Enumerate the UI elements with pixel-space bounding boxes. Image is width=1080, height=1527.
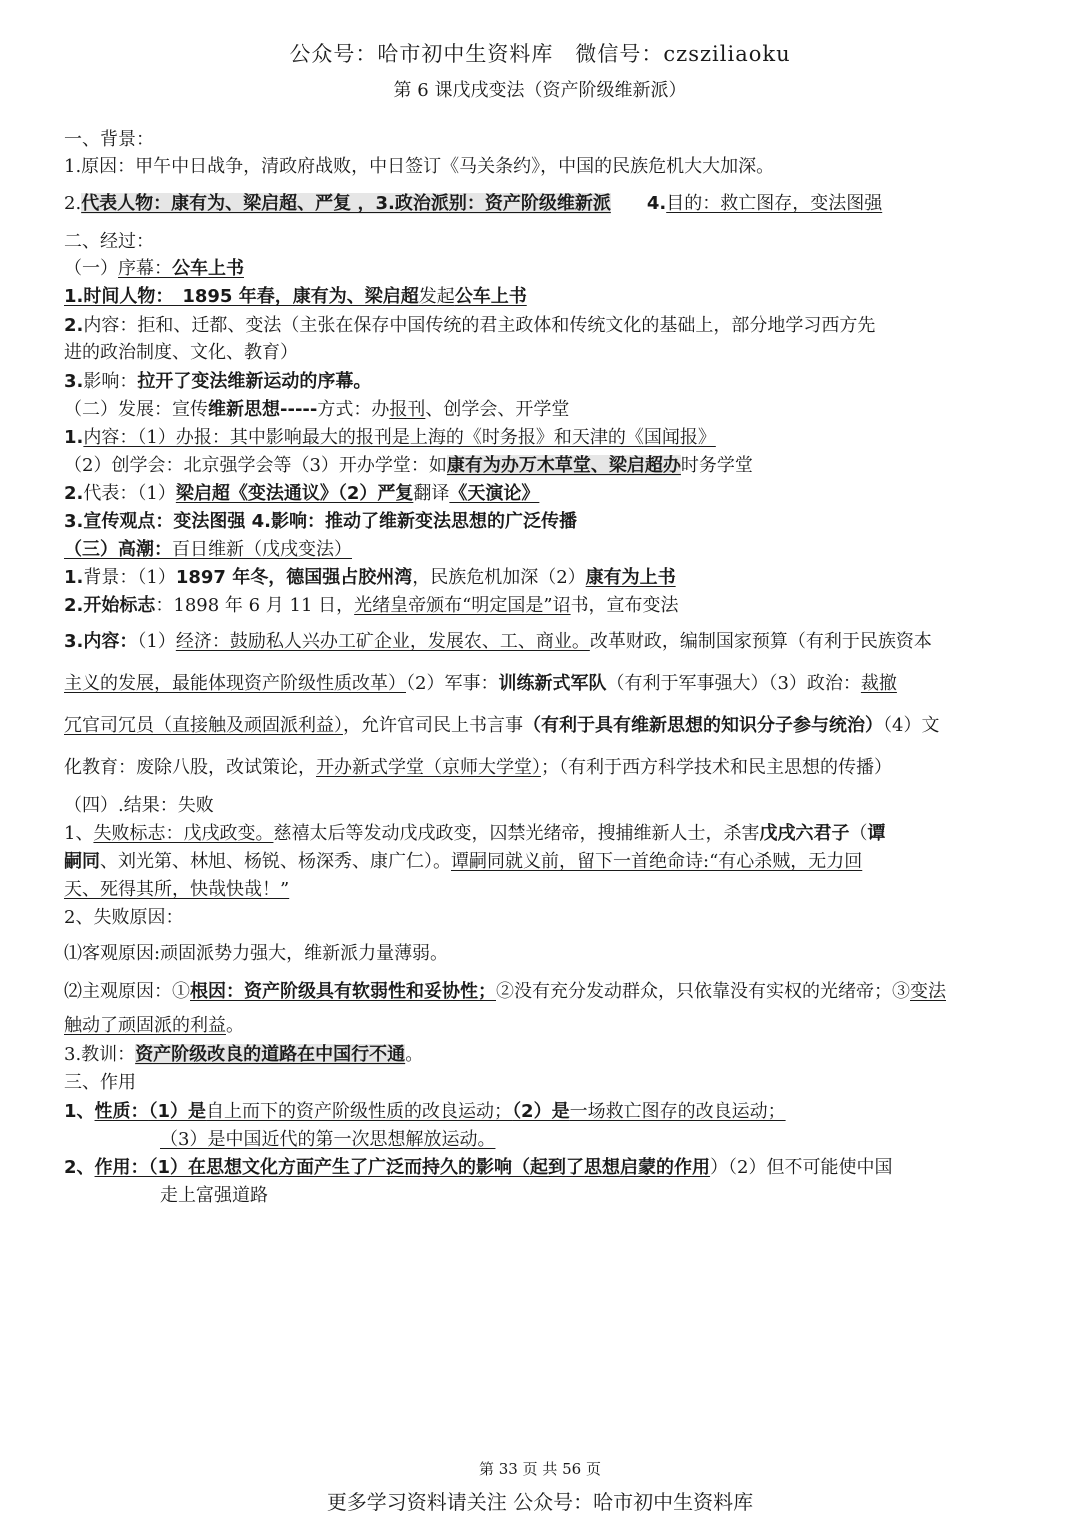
text-segment: 根因：资产阶级具有软弱性和妥协性； (190, 981, 496, 1002)
text-line (64, 426, 1024, 450)
text-segment: 1、 (64, 823, 94, 844)
text-segment: 发起 (418, 286, 455, 307)
text-segment: 3. (64, 371, 84, 392)
text-line (64, 1014, 1024, 1038)
text-line (64, 794, 1024, 818)
text-segment: 背景：（1） (83, 567, 176, 588)
text-segment: 4. (646, 193, 667, 214)
text-segment: 天、死得其所，快哉快哉！” (64, 879, 290, 900)
lesson-title: 第 6 课戊戌变法（资产阶级维新派） (393, 80, 687, 101)
text-segment: 书，宣布变法 (570, 595, 679, 616)
text-segment: 自上而下的资产阶级性质的改良运动； (206, 1101, 513, 1122)
text-segment: 梁启超《变法通议》（2）严复 (175, 483, 414, 504)
text-segment: （三）高潮： (64, 539, 172, 560)
text-segment: （2）军事： (406, 673, 499, 694)
text-segment: （有利于具有维新思想的知识分子参与统治） (523, 715, 883, 736)
text-segment: 维新思想----- (208, 399, 318, 420)
text-segment: 《天演论》 (449, 483, 540, 504)
text-segment: 经济：鼓励私人兴办工矿企业，发展农、工、商业。 (175, 631, 590, 652)
text-segment: ，民族危机加深（2） (412, 567, 586, 588)
text-segment: 二、经过： (64, 231, 154, 252)
text-segment: 。 (226, 1015, 244, 1036)
text-segment: 2. (64, 315, 84, 336)
text-segment: （1）是 (148, 1101, 207, 1122)
text-segment: （2）创学会：北京强学会等（3）开办学堂：如 (64, 455, 447, 476)
text-segment: 光绪皇帝颁布“明定国是”诏 (354, 595, 571, 616)
text-line (64, 257, 1024, 281)
text-line (64, 314, 1024, 338)
text-segment: （有利于军事强大）（3）政治： (606, 673, 861, 694)
text-line (64, 714, 1024, 738)
text-segment: 三、作用 (64, 1072, 136, 1093)
page-number: 第 33 页 共 56 页 (478, 1460, 601, 1478)
text-segment: ；（有利于西方科学技术和民主思想的传播） (541, 757, 892, 778)
text-segment: ，允许官司民上书言事 (343, 715, 523, 736)
text-segment: 代表：（1） (83, 483, 176, 504)
text-segment: 方式：办 (317, 399, 390, 420)
text-segment: 影响： (83, 371, 138, 392)
text-segment: 3.教训： (64, 1044, 136, 1065)
text-segment: 1、 (64, 1101, 95, 1122)
text-segment: 主义的发展，最能体现资产阶级性质改革） (64, 673, 406, 694)
text-segment: 内容：拒和、迁都、变法（主张在保存中国传统的君主政体和传统文化的基础上，部分地学习西方先 (83, 315, 876, 336)
text-segment: 3.内容： (64, 631, 138, 652)
text-segment: （二）发展：宣传 (64, 399, 208, 420)
text-segment: 谭 (867, 823, 886, 844)
text-segment: 变法 (910, 981, 946, 1002)
footer-note: 更多学习资料请关注 公众号：哈市初中生资料库 (326, 1490, 754, 1514)
text-line (160, 1128, 1080, 1152)
text-segment: 康有为上书 (585, 567, 676, 588)
text-line (64, 1100, 1024, 1124)
text-line (64, 1043, 1024, 1067)
text-line (64, 942, 1024, 966)
text-line (160, 1184, 1080, 1208)
text-segment: （四）.结果：失败 (64, 795, 214, 816)
text-segment: 代表人物：康有为、梁启超、严复 ，3.政治派别：资产阶级维新派 (81, 193, 611, 214)
text-segment: 一场救亡图存的改良运动； (569, 1101, 786, 1122)
text-segment: 化教育：废除八股，改试策论， (64, 757, 316, 778)
text-segment: 1. (64, 427, 84, 448)
text-segment: 3.宣传观点：变法图强 4.影响：推动了维新变法思想的广泛传播 (64, 511, 577, 532)
text-segment: 资产阶级改良的道路在中国行不通 (135, 1044, 406, 1065)
text-line (64, 566, 1024, 590)
text-segment: 1.时间人物： 1895 年春，康有为、梁启超 (64, 286, 419, 307)
text-segment: ⑵主观原因：① (64, 981, 190, 1002)
text-segment: 进的政治制度、文化、教育） (64, 342, 298, 363)
text-line (64, 878, 1024, 902)
text-segment: 拉开了变法维新运动的序幕。 (137, 371, 372, 392)
text-segment: 公车上书 (454, 286, 527, 307)
text-line (64, 630, 1024, 654)
text-segment: 裁撤 (860, 673, 897, 694)
text-segment: 1897 年冬，德国强占胶州湾 (175, 567, 413, 588)
text-segment: 1.原因：甲午中日战争，清政府战败，中日签订《马关条约》，中国的民族危机大大加深。 (64, 156, 775, 177)
text-segment: 序幕： (118, 258, 172, 279)
text-segment: 嗣同 (64, 851, 100, 872)
text-segment: 。 (405, 1044, 424, 1065)
text-line (64, 980, 1024, 1004)
text-segment: ：1898 年 6 月 11 日， (155, 595, 355, 616)
text-segment: 改革财政，编制国家预算（有利于民族资本 (589, 631, 932, 652)
text-segment: 2. (64, 483, 84, 504)
text-segment: 触动了顽固派的利益 (64, 1015, 226, 1036)
text-line (64, 1071, 1024, 1095)
text-segment: 失败标志：戊戌政变。 (93, 823, 274, 844)
text-line (64, 341, 1024, 365)
text-segment: 2、 (64, 1157, 95, 1178)
text-segment: （1） (137, 631, 176, 652)
text-segment: 报刊 (389, 399, 426, 420)
text-segment: ）（2）但不可能使中国 (710, 1157, 893, 1178)
text-line (64, 594, 1024, 618)
text-line (64, 906, 1024, 930)
text-line (64, 128, 1024, 152)
text-segment: 谭嗣同就义前，留下一首绝命诗:“有心杀贼，无力回 (451, 851, 863, 872)
text-segment: 1. (64, 567, 84, 588)
text-segment: （3）是中国近代的第一次思想解放运动。 (160, 1129, 496, 1150)
text-segment: 2.开始标志 (64, 595, 156, 616)
text-segment: 走上富强道路 (160, 1185, 268, 1206)
text-line (64, 822, 1024, 846)
text-line (64, 454, 1024, 478)
text-segment: 康有为办万木草堂、梁启超办 (446, 455, 681, 476)
text-segment: 慈禧太后等发动戊戌政变，囚禁光绪帝，搜捕维新人士，杀害 (273, 823, 760, 844)
text-line (64, 482, 1024, 506)
text-line (64, 192, 1024, 216)
text-segment: 2. (64, 193, 82, 214)
text-line (64, 230, 1024, 254)
text-segment: ②没有充分发动群众，只依靠没有实权的光绪帝；③ (496, 981, 910, 1002)
text-line (64, 850, 1024, 874)
text-segment: 公车上书 (172, 258, 244, 279)
text-segment: （一） (64, 258, 118, 279)
text-segment: 、刘光第、林旭、杨锐、杨深秀、康广仁）。 (100, 851, 451, 872)
text-segment: 时务学堂 (680, 455, 753, 476)
text-segment: 开办新式学堂（京师大学堂） (316, 757, 541, 778)
text-line (64, 672, 1024, 696)
text-segment: 2、失败原因： (64, 907, 184, 928)
text-segment (611, 193, 647, 214)
text-line (64, 510, 1024, 534)
text-segment: （4）文 (883, 715, 940, 736)
account-header: 公众号：哈市初中生资料库 微信号：czsziliaoku (289, 42, 791, 66)
text-segment: 戊戌六君子 (759, 823, 850, 844)
text-line (64, 756, 1024, 780)
text-line (64, 538, 1024, 562)
text-segment: （2）是 (512, 1101, 570, 1122)
text-segment: 一、背景： (64, 129, 154, 150)
text-segment: 训练新式军队 (498, 673, 607, 694)
text-line (64, 285, 1024, 309)
text-segment: 目的：救亡图存，变法图强 (666, 193, 883, 214)
text-line (64, 155, 1024, 179)
text-segment: 作用：（1）在思想文化方面产生了广泛而持久的影响（起到了思想启蒙的作用 (94, 1157, 711, 1178)
text-segment: 冗官司冗员（直接触及顽固派利益） (64, 715, 343, 736)
text-segment: 性质： (94, 1101, 149, 1122)
text-line (64, 370, 1024, 394)
text-segment: 、创学会、开学堂 (425, 399, 570, 420)
text-segment: （ (849, 823, 868, 844)
text-segment: 百日维新（戊戌变法） (172, 539, 352, 560)
text-line (64, 398, 1024, 422)
text-segment: ⑴客观原因:顽固派势力强大，维新派力量薄弱。 (64, 943, 449, 964)
text-segment: 翻译 (413, 483, 450, 504)
text-line (64, 1156, 1024, 1180)
text-segment: 内容：（1）办报：其中影响最大的报刊是上海的《时务报》和天津的《国闻报》 (83, 427, 716, 448)
